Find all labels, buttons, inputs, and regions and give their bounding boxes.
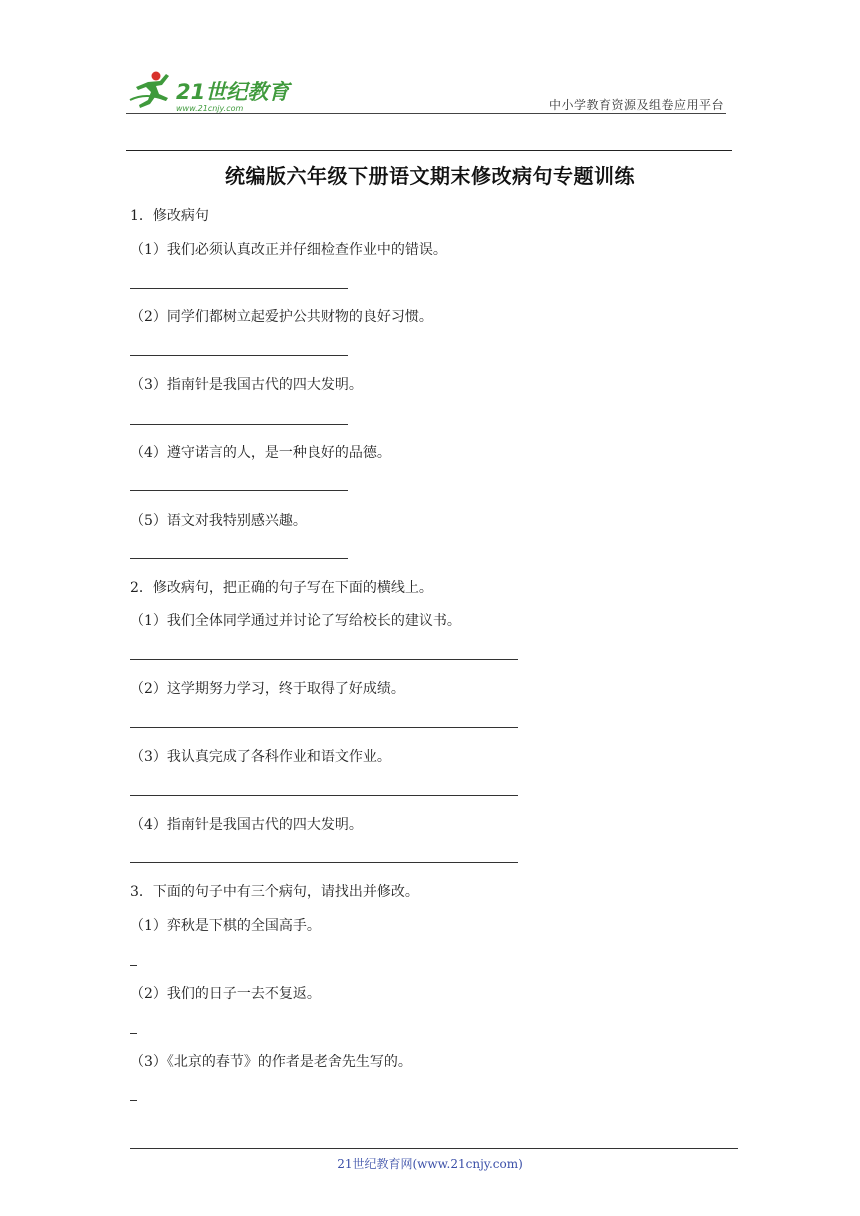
runner-logo-icon [126, 70, 296, 114]
q3-answer-line-3[interactable] [130, 1100, 137, 1101]
q1-answer-line-1[interactable] [130, 288, 348, 289]
title-divider [126, 150, 732, 151]
q1-answer-line-4[interactable] [130, 490, 348, 491]
q3-answer-line-2[interactable] [130, 1033, 137, 1034]
q2-answer-line-4[interactable] [130, 862, 518, 863]
q2-item-2: （2）这学期努力学习，终于取得了好成绩。 [130, 681, 405, 697]
q3-heading: 3．下面的句子中有三个病句，请找出并修改。 [130, 884, 419, 900]
q2-answer-line-2[interactable] [130, 727, 518, 728]
q3-item-3: （3）《北京的春节》的作者是老舍先生写的。 [130, 1054, 412, 1070]
q2-item-3: （3）我认真完成了各科作业和语文作业。 [130, 749, 391, 765]
footer-divider [130, 1148, 738, 1149]
platform-name: 中小学教育资源及组卷应用平台 [548, 98, 724, 112]
footer-site[interactable]: 21世纪教育网(www.21cnjy.com) [337, 1157, 523, 1171]
q2-heading: 2．修改病句，把正确的句子写在下面的横线上。 [130, 580, 433, 596]
logo-wordmark: 21世纪教育 [176, 80, 290, 104]
q2-item-1: （1）我们全体同学通过并讨论了写给校长的建议书。 [130, 613, 461, 629]
q1-answer-line-5[interactable] [130, 558, 348, 559]
site-logo[interactable] [126, 70, 296, 114]
header-divider [126, 113, 726, 114]
q3-answer-line-1[interactable] [130, 965, 137, 966]
q1-heading: 1．修改病句 [130, 208, 209, 224]
q1-item-1: （1）我们必须认真改正并仔细检查作业中的错误。 [130, 242, 447, 258]
q1-item-5: （5）语文对我特别感兴趣。 [130, 513, 307, 529]
q1-answer-line-2[interactable] [130, 355, 348, 356]
logo-url: www.21cnjy.com [176, 104, 244, 113]
q1-answer-line-3[interactable] [130, 424, 348, 425]
q1-item-2: （2）同学们都树立起爱护公共财物的良好习惯。 [130, 309, 433, 325]
q2-answer-line-1[interactable] [130, 659, 518, 660]
q1-item-3: （3）指南针是我国古代的四大发明。 [130, 377, 363, 393]
q2-item-4: （4）指南针是我国古代的四大发明。 [130, 817, 363, 833]
q3-item-1: （1）弈秋是下棋的全国高手。 [130, 918, 321, 934]
q3-item-2: （2）我们的日子一去不复返。 [130, 986, 321, 1002]
page-title: 统编版六年级下册语文期末修改病句专题训练 [225, 164, 635, 188]
q2-answer-line-3[interactable] [130, 795, 518, 796]
q1-item-4: （4）遵守诺言的人，是一种良好的品德。 [130, 445, 391, 461]
